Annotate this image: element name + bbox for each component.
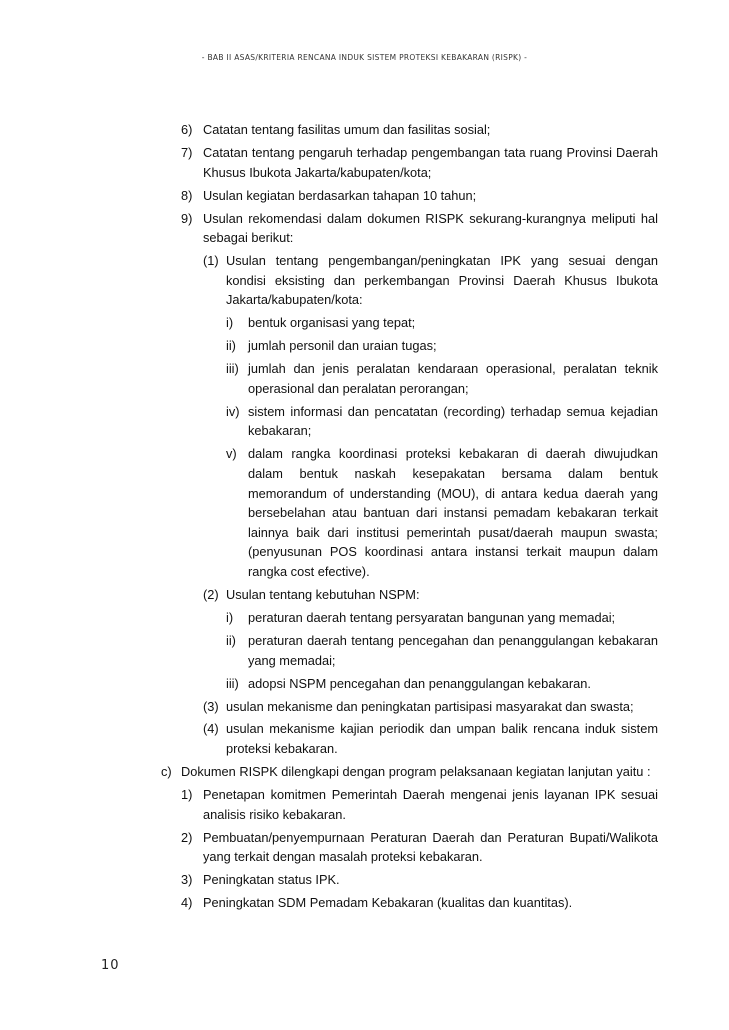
- list-item-marker: i): [226, 609, 234, 625]
- list-item-marker: 8): [181, 187, 193, 203]
- list-item-text: Catatan tentang pengaruh terhadap pengembangan tata ruang Provinsi Daerah Khusus Ibukota Jakarta/kabupaten/kota;: [203, 144, 658, 180]
- list-item: [203, 585, 658, 605]
- list-item-text: Pembuatan/penyempurnaan Peraturan Daerah dan Peraturan Bupati/Walikota yang terkait dengan masalah proteksi kebakaran.: [203, 829, 658, 865]
- list-item-text: usulan mekanisme kajian periodik dan umpan balik rencana induk sistem proteksi kebakaran.: [226, 721, 658, 757]
- list-item: [203, 719, 658, 758]
- list-item: [226, 631, 658, 670]
- list-item-text: sistem informasi dan pencatatan (recording) terhadap semua kejadian kebakaran;: [248, 403, 658, 439]
- list-item: [226, 359, 658, 398]
- list-item-text: Usulan tentang kebutuhan NSPM:: [226, 586, 420, 602]
- document-body: [0, 120, 729, 916]
- list-item-text: jumlah dan jenis peralatan kendaraan operasional, peralatan teknik operasional dan peralatan perorangan;: [248, 361, 658, 396]
- list-item: [161, 762, 658, 782]
- list-item-marker: 4): [181, 895, 193, 911]
- list-item: [181, 828, 658, 867]
- list-item-marker: iii): [226, 675, 239, 691]
- list-item: [181, 785, 658, 824]
- list-item: [226, 402, 658, 441]
- list-item-text: adopsi NSPM pencegahan dan penanggulangan kebakaran.: [248, 675, 591, 691]
- list-item-text: bentuk organisasi yang tepat;: [248, 315, 416, 331]
- list-item: [226, 674, 658, 694]
- list-item-marker: v): [226, 446, 237, 462]
- list-item-text: usulan mekanisme dan peningkatan partisipasi masyarakat dan swasta;: [226, 698, 634, 714]
- list-item: [181, 120, 658, 140]
- list-item-marker: (1): [203, 253, 219, 269]
- list-item-text: Usulan tentang pengembangan/peningkatan IPK yang sesuai dengan kondisi eksisting dan perkembangan Provinsi Daerah Khusus Ibukota Jakarta/kabupaten/kota:: [226, 253, 658, 308]
- list-item: [226, 336, 658, 356]
- list-item: [203, 251, 658, 310]
- list-item-text: peraturan daerah tentang pencegahan dan penanggulangan kebakaran yang memadai;: [248, 632, 658, 668]
- list-item-text: Usulan rekomendasi dalam dokumen RISPK sekurang-kurangnya meliputi hal sebagai berikut:: [203, 210, 658, 246]
- list-item: [181, 870, 658, 890]
- list-item: [181, 209, 658, 248]
- list-item-marker: (3): [203, 698, 219, 714]
- list-item-marker: i): [226, 315, 234, 331]
- list-item-text: Catatan tentang fasilitas umum dan fasilitas sosial;: [203, 122, 491, 137]
- list-item-text: jumlah personil dan uraian tugas;: [248, 338, 437, 354]
- list-item-text: dalam rangka koordinasi proteksi kebakaran di daerah diwujudkan dalam bentuk naskah kesepakatan bersama dalam bentuk memorandum of understanding (MOU), di antara kedua daerah yang bersebelahan atau bantuan dari instansi pemadam kebakaran terkait lainnya baik dari institusi pemerintah pusat/daerah maupun swasta; (penyusunan POS koordinasi antara instansi terkait maupun dalam rangka cost efective).: [248, 446, 658, 579]
- list-item: [226, 313, 658, 333]
- list-item-marker: (2): [203, 586, 219, 602]
- list-item: [226, 444, 658, 581]
- list-item-marker: iv): [226, 403, 240, 419]
- list-item-marker: (4): [203, 721, 219, 737]
- list-item-marker: 9): [181, 210, 193, 226]
- list-item-marker: 2): [181, 829, 193, 845]
- page-header: - BAB II ASAS/KRITERIA RENCANA INDUK SISTEM PROTEKSI KEBAKARAN (RISPK) -: [201, 53, 528, 62]
- list-item-text: Dokumen RISPK dilengkapi dengan program pelaksanaan kegiatan lanjutan yaitu :: [181, 764, 651, 780]
- list-item-marker: 3): [181, 872, 193, 888]
- list-item-text: Usulan kegiatan berdasarkan tahapan 10 tahun;: [203, 187, 477, 203]
- list-item: [181, 143, 658, 182]
- list-item: [203, 697, 658, 717]
- list-item: [181, 186, 658, 206]
- list-item-text: Penetapan komitmen Pemerintah Daerah mengenai jenis layanan IPK sesuai analisis risiko kebakaran.: [203, 787, 658, 822]
- list-item-marker: 1): [181, 787, 193, 803]
- list-item-marker: c): [161, 764, 172, 780]
- list-item: [226, 608, 658, 628]
- list-item-text: Peningkatan SDM Pemadam Kebakaran (kualitas dan kuantitas).: [203, 895, 573, 911]
- list-item-marker: 7): [181, 144, 193, 160]
- page-number: 10: [101, 958, 120, 973]
- list-item-marker: 6): [181, 122, 193, 137]
- list-item-marker: ii): [226, 338, 236, 354]
- list-item-text: Peningkatan status IPK.: [203, 872, 340, 888]
- list-item: [181, 893, 658, 913]
- list-item-text: peraturan daerah tentang persyaratan bangunan yang memadai;: [248, 609, 616, 625]
- list-item-marker: ii): [226, 632, 236, 648]
- list-item-marker: iii): [226, 361, 239, 377]
